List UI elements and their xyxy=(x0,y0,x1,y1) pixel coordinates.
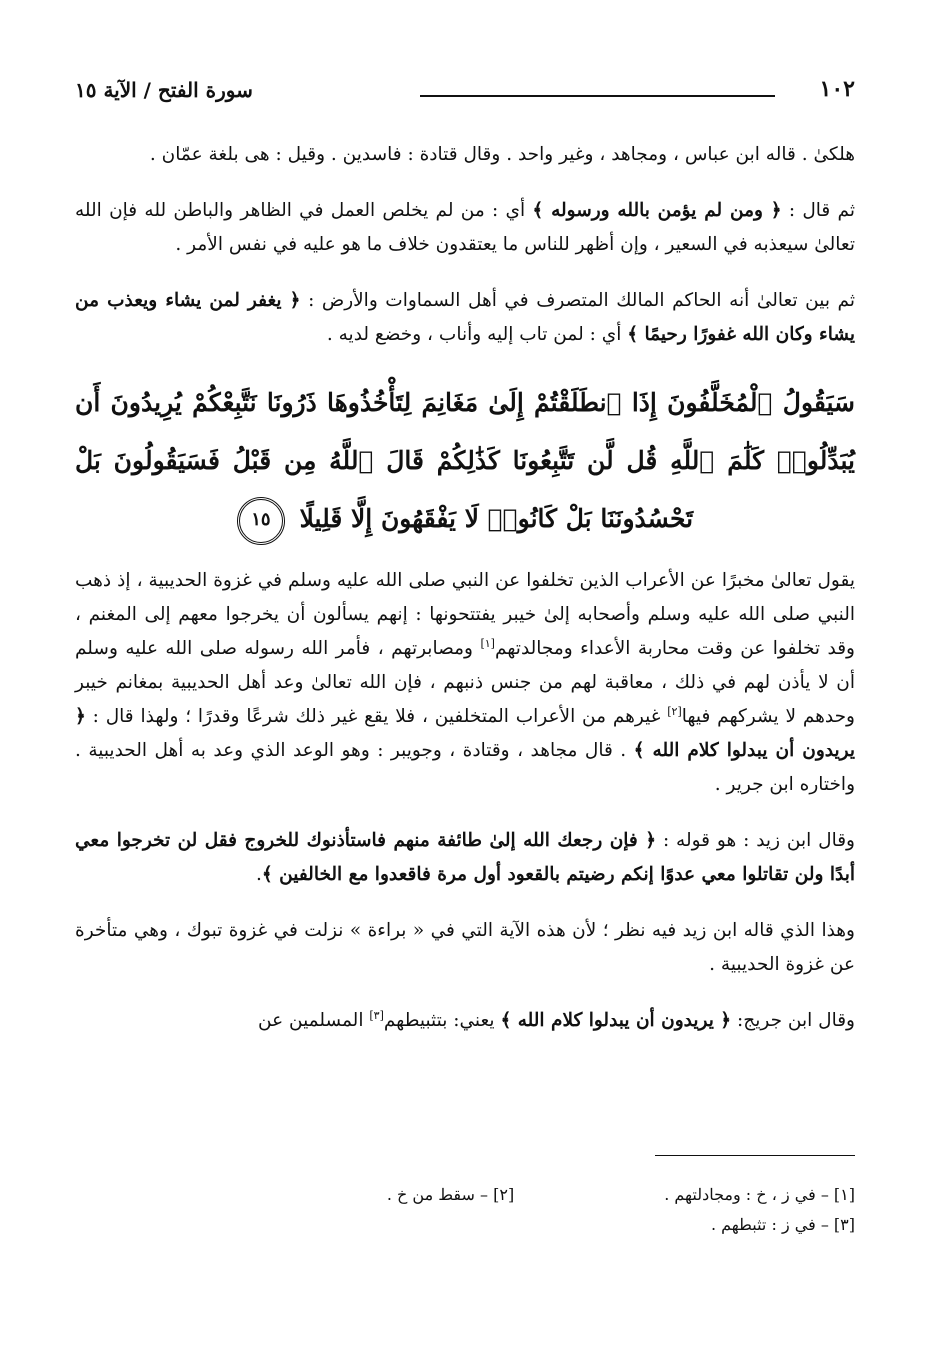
quran-quote: ﴿ يريدون أن يبدلوا كلام الله ﴾ xyxy=(500,1010,732,1031)
paragraph-3: ثم بين تعالىٰ أنه الحاكم المالك المتصرف في أهل السماوات والأرض : ﴿ يغفر لمن يشاء ويعذب من يشاء وكان الله غفورًا رحيمًا ﴾ أي : لمن تاب إليه وأناب ، وخضع لديه . xyxy=(75,290,855,345)
footnote-3: [٣] – في ز : تثبطهم . xyxy=(710,1215,855,1234)
footnote-row xyxy=(75,1180,855,1210)
footnote-ref-2[interactable]: [٢] xyxy=(667,704,682,718)
paragraph-4: يقول تعالىٰ مخبرًا عن الأعراب الذين تخلفوا عن النبي صلى الله عليه وسلم في غزوة الحديبية ، إذ ذهب النبي صلى الله عليه وسلم وأصحابه إلىٰ خيبر يفتتحونها : إنهم يسألون أن يخرجوا معهم إلى المغنم ، وقد تخلفوا عن وقت محاربة الأعداء ومجالدتهم[١] ومصابرتهم ، فأمر الله رسوله صلى الله عليه وسلم أن لا يأذن لهم في ذلك ، معاقبة لهم من جنس ذنبهم ، فإن الله تعالىٰ وعد أهل الحديبية بمغانم خيبر وحدهم لا يشركهم فيها[٢] غيرهم من الأعراب المتخلفين ، فلا يقع غير ذلك شرعًا وقدرًا ؛ ولهذا قال : ﴿ يريدون أن يبدلوا كلام الله ﴾ . قال مجاهد ، وقتادة ، وجويبر : وهو الوعد الذي وعد به أهل الحديبية . واختاره ابن جرير . xyxy=(75,570,855,795)
paragraph-5: وقال ابن زيد : هو قوله : ﴿ فإن رجعك الله إلىٰ طائفة منهم فاستأذنوك للخروج فقل لن تخرجوا معي أبدًا ولن تقاتلوا معي عدوًا إنكم رضيتم بالقعود أول مرة فاقعدوا مع الخالفين ﴾. xyxy=(75,830,855,885)
footnote-1: [١] – في ز ، خ : ومجادلتهم . xyxy=(664,1185,855,1204)
footnote-ref-3[interactable]: [٣] xyxy=(369,1008,384,1022)
footnote-2: [٢] – سقط من خ . xyxy=(386,1185,515,1204)
footnote-divider xyxy=(655,1155,855,1156)
quran-quote: ﴿ ومن لم يؤمن بالله ورسوله ﴾ xyxy=(532,200,782,221)
paragraph-6: وهذا الذي قاله ابن زيد فيه نظر ؛ لأن هذه الآية التي في « براءة » نزلت في غزوة تبوك ، وهي متأخرة عن غزوة الحديبية . xyxy=(75,920,855,975)
book-page xyxy=(75,70,855,1310)
quran-quote: ﴿ فإن رجعك الله إلىٰ طائفة منهم فاستأذنوك للخروج فقل لن تخرجوا معي أبدًا ولن تقاتلوا معي عدوًا إنكم رضيتم بالقعود أول مرة فاقعدوا مع الخالفين ﴾ xyxy=(75,830,855,885)
paragraph-2: ثم قال : ﴿ ومن لم يؤمن بالله ورسوله ﴾ أي : من لم يخلص العمل في الظاهر والباطن لله فإن الله تعالىٰ سيعذبه في السعير ، وإن أظهر للناس ما يعتقدون خلاف ما هو عليه في نفس الأمر . xyxy=(75,200,856,255)
quran-verse-text: سَيَقُولُ ٱلْمُخَلَّفُونَ إِذَا ٱنطَلَقْتُمْ إِلَىٰ مَغَانِمَ لِتَأْخُذُوهَا ذَرُونَا نَتَّبِعْكُمْ يُرِيدُونَ أَن يُبَدِّلُوا۟ كَلَٰمَ ٱللَّهِ قُل لَّن تَتَّبِعُونَا كَذَٰلِكُمْ قَالَ ٱللَّهُ مِن قَبْلُ فَسَيَقُولُونَ بَلْ تَحْسُدُونَنَا بَلْ كَانُوا۟ لَا يَفْقَهُونَ إِلَّا قَلِيلًا xyxy=(75,388,855,533)
quran-verse xyxy=(75,374,855,548)
body-text xyxy=(75,138,855,1060)
ayah-number-marker: ١٥ xyxy=(237,497,285,545)
paragraph-7: وقال ابن جريج: ﴿ يريدون أن يبدلوا كلام الله ﴾ يعني: بتثبيطهم[٣] المسلمين عن xyxy=(258,1008,855,1031)
footnote-ref-1[interactable]: [١] xyxy=(480,636,495,650)
quran-quote: ﴿ يغفر لمن يشاء ويعذب من يشاء وكان الله غفورًا رحيمًا ﴾ xyxy=(75,290,855,345)
quran-quote: ﴿ يريدون أن يبدلوا كلام الله ﴾ xyxy=(75,706,855,761)
header-divider xyxy=(420,95,775,97)
paragraph-1: هلكىٰ . قاله ابن عباس ، ومجاهد ، وغير واحد . وقال قتادة : فاسدين . وقيل : هى بلغة عمّان . xyxy=(149,144,855,165)
running-title: سورة الفتح / الآية ١٥ xyxy=(75,78,253,102)
page-number: ١٠٢ xyxy=(819,76,855,102)
footnote-row xyxy=(75,1210,855,1240)
footnotes xyxy=(75,1180,855,1240)
page-header xyxy=(75,70,855,110)
